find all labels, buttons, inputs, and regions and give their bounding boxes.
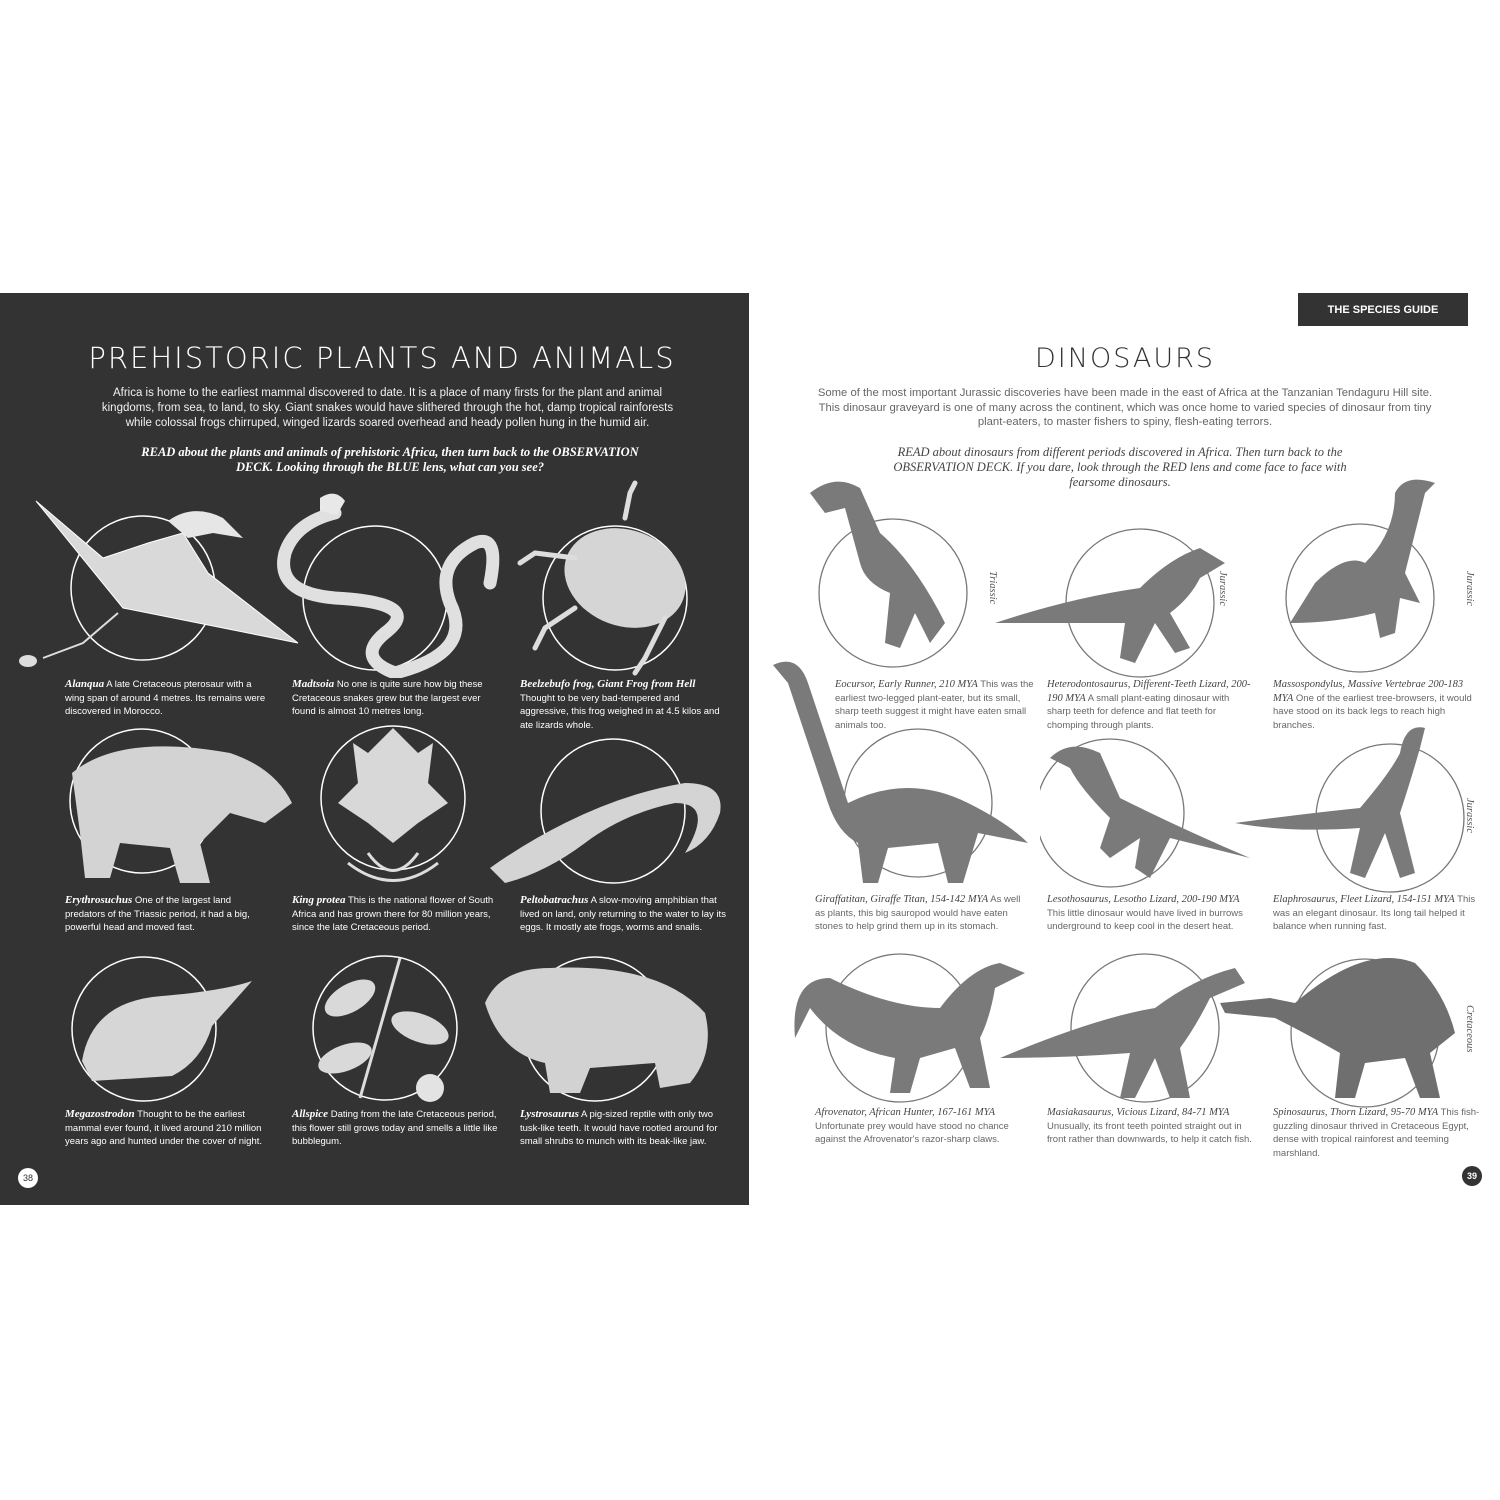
page-title: DINOSAURS [1035, 343, 1215, 374]
left-page [0, 293, 749, 1205]
erythrosuchus-illustration [60, 713, 300, 893]
period-label: Jurassic [1217, 571, 1228, 606]
entry-name: Alanqua [65, 678, 105, 690]
list-item [815, 893, 1023, 934]
right-page [750, 293, 1500, 1205]
frog-illustration [515, 478, 730, 678]
entry-name: Elaphrosaurus, Fleet Lizard, 154-151 MYA [1273, 894, 1455, 905]
entry-name: Madtsoia [292, 678, 335, 690]
list-item [65, 1108, 273, 1149]
page-number: 38 [18, 1168, 38, 1188]
list-item [1273, 893, 1481, 934]
entry-name: Heterodontosaurus, Different-Teeth Lizard, 200-190 MYA [1047, 679, 1251, 704]
entry-text: Dating from the late Cretaceous period, this flower still grows today and smells a little like bubblegum. [292, 1109, 498, 1147]
giraffatitan-illustration [768, 653, 1033, 893]
massospondylus-illustration [1285, 473, 1475, 673]
list-item [1273, 1106, 1481, 1160]
entry-text: This was the earliest two-legged plant-eater, but its small, sharp teeth suggest it might have eaten small animals too. [835, 679, 1034, 731]
entry-text: This fish-guzzling dinosaur thrived in Cretaceous Egypt, dense with tropical rainforest and teeming marshland. [1273, 1107, 1480, 1159]
entry-name: Lesothosaurus, Lesotho Lizard, 200-190 MYA [1047, 894, 1240, 905]
entry-text: Thought to be very bad-tempered and aggressive, this frog weighed in at 4.5 kilos and ate lizards whole. [520, 692, 720, 731]
spinosaurus-illustration [1215, 943, 1480, 1113]
snake-illustration [275, 483, 505, 678]
entry-name: Masiakasaurus, Vicious Lizard, 84-71 MYA [1047, 1107, 1230, 1118]
list-item [1047, 893, 1255, 934]
list-item [520, 1108, 728, 1149]
page-title: PREHISTORIC PLANTS AND ANIMALS [88, 341, 676, 375]
entry-text: A late Cretaceous pterosaur with a wing span of around 4 metres. Its remains were discovered in Morocco. [65, 679, 266, 717]
lystrosaurus-illustration [480, 953, 720, 1113]
entry-text: This is the national flower of South Africa and has grown there for 80 million years, since the late Cretaceous period. [292, 895, 494, 933]
entry-text: Unfortunate prey would have stood no chance against the Afrovenator's razor-sharp claws. [815, 1120, 1009, 1145]
entry-name: King protea [292, 894, 346, 906]
entry-name: Massospondylus, Massive Vertebrae 200-183 MYA [1273, 679, 1464, 704]
entry-text: A small plant-eating dinosaur with sharp teeth for defence and flat teeth for chomping through plants. [1047, 692, 1230, 731]
entry-name: Beelzebufo frog, Giant Frog from Hell [520, 678, 696, 690]
list-item [1047, 678, 1255, 732]
list-item [292, 894, 500, 935]
entry-text: One of the largest land predators of the Triassic period, it had a big, powerful head and moved fast. [65, 895, 250, 933]
period-label: Jurassic [1464, 571, 1475, 606]
intro-paragraph: Some of the most important Jurassic discoveries have been made in the east of Africa at the Tanzanian Tendaguru Hill site. This dinosaur graveyard is one of many across the continent, which was once home to varied species of dinosaur from tiny plant-eaters, to master fishers to spiny, flesh-eating terrors. [817, 387, 1433, 428]
read-instruction: READ about the plants and animals of prehistoric Africa, then turn back to the OBSERVATION DECK. Looking through the BLUE lens, what can you see? [141, 445, 639, 474]
list-item [65, 894, 273, 935]
shrew-illustration [62, 951, 262, 1111]
entry-name: Peltobatrachus [520, 894, 589, 906]
afrovenator-illustration [790, 948, 1030, 1108]
list-item [815, 1106, 1023, 1147]
period-label: Cretaceous [1464, 1005, 1475, 1053]
read-instruction: READ about dinosaurs from different periods discovered in Africa. Then turn back to the OBSERVATION DECK. If you dare, look through the RED lens and come face to face with fearsome dinosaurs. [893, 445, 1347, 489]
entry-name: Spinosaurus, Thorn Lizard, 95-70 MYA [1273, 1107, 1439, 1118]
list-item [520, 894, 728, 935]
allspice-plant-illustration [290, 938, 490, 1113]
entry-name: Eocursor, Early Runner, 210 MYA [835, 679, 978, 690]
list-item [520, 678, 728, 732]
entry-text: As well as plants, this big sauropod would have eaten stones to help grind them up in its stomach. [815, 894, 1021, 932]
list-item [292, 1108, 500, 1149]
period-label: Triassic [987, 571, 998, 605]
entry-text: This little dinosaur would have lived in burrows underground to keep cool in the desert heat. [1047, 907, 1243, 932]
entry-text: One of the earliest tree-browsers, it would have stood on its back legs to reach high branches. [1273, 692, 1472, 731]
pterosaur-illustration [8, 493, 308, 678]
entry-name: Giraffatitan, Giraffe Titan, 154-142 MYA [815, 894, 989, 905]
entry-name: Lystrosaurus [520, 1108, 579, 1120]
book-spread [0, 293, 1500, 1205]
lesothosaurus-illustration [1040, 738, 1255, 888]
eocursor-illustration [805, 473, 995, 673]
entry-text: Thought to be the earliest mammal ever found, it lived around 210 million years ago and hunted under the cover of night. [65, 1109, 262, 1147]
masiakasaurus-illustration [995, 948, 1250, 1108]
entry-name: Allspice [292, 1108, 329, 1120]
intro-paragraph: Africa is home to the earliest mammal discovered to date. It is a place of many firsts for the plant and animal kingdoms, from sea, to land, to sky. Giant snakes would have slithered through the hot, damp tropical rainforests while colossal frogs chirruped, winged lizards soared overhead and heady pollen hung in the humid air. [101, 387, 674, 429]
entry-text: No one is quite sure how big these Cretaceous snakes grew but the largest ever found is almost 10 metres long. [292, 679, 483, 717]
page-number: 39 [1462, 1166, 1482, 1186]
entry-name: Afrovenator, African Hunter, 167-161 MYA [815, 1107, 996, 1118]
entry-text: Unusually, its front teeth pointed straight out in front rather than downwards, to help it catch fish. [1047, 1120, 1252, 1145]
entry-text: A slow-moving amphibian that lived on land, only returning to the water to lay its eggs. It mostly ate frogs, worms and snails. [520, 895, 726, 933]
entry-name: Erythrosuchus [65, 894, 133, 906]
list-item [1047, 1106, 1255, 1147]
period-label: Jurassic [1464, 798, 1475, 833]
entry-text: A pig-sized reptile with only two tusk-like teeth. It would have rootled around for small shrubs to munch with its beak-like jaw. [520, 1109, 718, 1147]
entry-text: This was an elegant dinosaur. Its long tail helped it balance when running fast. [1273, 894, 1476, 932]
elaphrosaurus-illustration [1230, 713, 1480, 893]
amphibian-illustration [485, 733, 730, 903]
protea-flower-illustration [298, 713, 498, 903]
entry-name: Megazostrodon [65, 1108, 135, 1120]
section-tag: THE SPECIES GUIDE [1298, 293, 1468, 326]
